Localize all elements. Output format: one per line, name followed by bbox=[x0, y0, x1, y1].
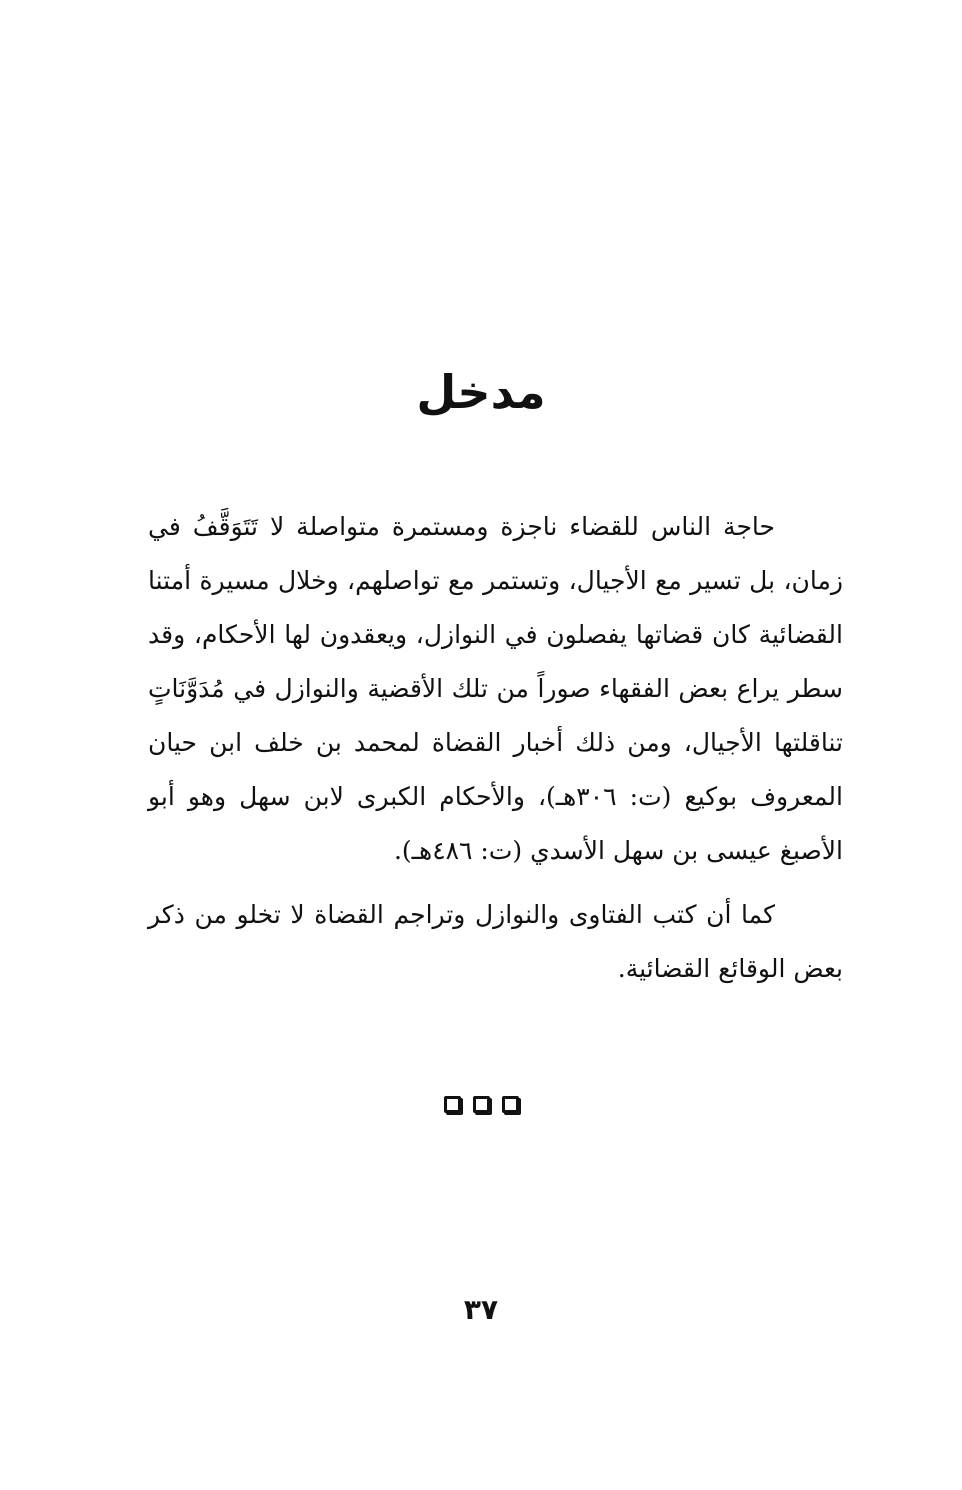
body-text bbox=[148, 500, 843, 996]
paragraph-1: حاجة الناس للقضاء ناجزة ومستمرة متواصلة لا تَتَوَقَّفُ في زمان، بل تسير مع الأجيال، وتستمر مع تواصلهم، وخلال مسيرة أمتنا القضائية كان قضاتها يفصلون في النوازل، ويعقدون لها الأحكام، وقد سطر يراع بعض الفقهاء صوراً من تلك الأقضية والنوازل في مُدَوَّنَاتٍ تناقلتها الأجيال، ومن ذلك أخبار القضاة لمحمد بن خلف ابن حيان المعروف بوكيع (ت: ٣٠٦هـ)، والأحكام الكبرى لابن سهل وهو أبو الأصبغ عيسى بن سهل الأسدي (ت: ٤٨٦هـ). bbox=[148, 512, 843, 865]
section-separator bbox=[0, 1096, 962, 1113]
page-number: ٣٧ bbox=[463, 1293, 499, 1326]
square-ornament-icon bbox=[502, 1096, 519, 1113]
paragraph-2: كما أن كتب الفتاوى والنوازل وتراجم القضاة لا تخلو من ذكر بعض الوقائع القضائية. bbox=[148, 900, 843, 983]
chapter-title: مدخل bbox=[416, 365, 546, 419]
square-ornament-icon bbox=[444, 1096, 461, 1113]
square-ornament-icon bbox=[473, 1096, 490, 1113]
